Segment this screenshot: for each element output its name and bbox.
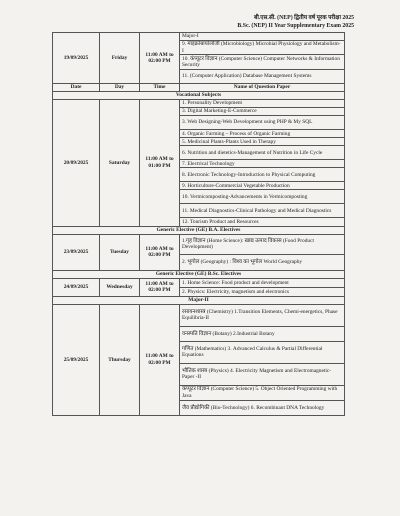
paper-cell: 4. Organic Farming – Process of Organic Farming bbox=[180, 130, 345, 138]
section-heading: Vocational Subjects bbox=[53, 91, 345, 99]
paper-cell: 2. भूगोल (Geography) : विश्व का भूगोल World Geography bbox=[180, 254, 345, 270]
paper-cell: 7. Electrical Technology bbox=[180, 160, 345, 168]
col-day-header: Day bbox=[100, 83, 140, 91]
paper-cell: 1. Home Science: Food product and development bbox=[180, 278, 345, 287]
date-cell: 20/09/2025 bbox=[53, 99, 100, 226]
section-heading: Generic Elective (GE) B.A. Electives bbox=[53, 226, 345, 234]
date-cell: 23/09/2025 bbox=[53, 234, 100, 270]
paper-cell: भौतिक शास्त्र (Physics) 4. Electricity Magnetism and Electromagnetic-Paper -II bbox=[180, 363, 345, 385]
day-cell: Thursday bbox=[100, 304, 140, 415]
col-date-header: Date bbox=[53, 83, 100, 91]
col-paper-header: Name of Question Paper bbox=[180, 83, 345, 91]
time-cell: 11:00 AM to 02:00 PM bbox=[140, 304, 180, 415]
paper-cell: 11. Medical Diagnostics-Clinical Pathology and Medical Diagnostics bbox=[180, 204, 345, 218]
paper-cell: 8. Electronic Technology-Introduction to Physical Computing bbox=[180, 168, 345, 182]
paper-cell: 6. Nutrition and dietetics-Management of Nutrition in Life Cycle bbox=[180, 146, 345, 160]
paper-cell: जैव प्रौद्योगिकी (Bio-Technology) 6. Recombinant DNA Technology bbox=[180, 400, 345, 415]
paper-cell: 10. Vermicomposting-Advancements in Vermicomposting bbox=[180, 190, 345, 204]
paper-cell: 3. Web Designing-Web Development using PHP & My SQL bbox=[180, 116, 345, 130]
day-cell: Wednesday bbox=[100, 278, 140, 296]
date-cell: 25/09/2025 bbox=[53, 304, 100, 415]
paper-cell: कंप्यूटर विज्ञान (Computer Science) 5. Object Oriented Programming with Java bbox=[180, 385, 345, 400]
paper-cell: 5. Medicinal Plants-Plants Used in Therapy bbox=[180, 138, 345, 146]
time-cell: 11:00 AM to 01:00 PM bbox=[140, 99, 180, 226]
col-time-header: Time bbox=[140, 83, 180, 91]
paper-cell: 11. (Computer Application) Database Management Systems bbox=[180, 69, 345, 83]
paper-cell: Major-I bbox=[180, 33, 345, 41]
paper-cell: वनस्पति विज्ञान (Botany) 2.Industrial Botany bbox=[180, 326, 345, 341]
time-cell: 11:00 AM to 02:00 PM bbox=[140, 33, 180, 84]
date-cell: 19/09/2025 bbox=[53, 33, 100, 84]
paper-cell: 2. Physics: Electricity, magnetism and electronics bbox=[180, 287, 345, 296]
paper-cell: 9. माइक्रोबायोलॉजी (Microbiology) Microbial Physiology and Metabolism-I bbox=[180, 41, 345, 55]
time-cell: 11:00 AM to 02:00 PM bbox=[140, 234, 180, 270]
header-english: B.Sc. (NEP) II Year Supplementary Exam 2025 bbox=[237, 23, 354, 29]
paper-cell: गणित (Mathematics) 3. Advanced Calculus & Partial Differential Equations bbox=[180, 341, 345, 363]
section-heading: Generic Elective (GE) B.Sc. Electives bbox=[53, 270, 345, 278]
paper-cell: 12. Tourism Product and Resources bbox=[180, 218, 345, 226]
paper-cell: रसायनशास्त्र (Chemistry) 1.Transition Elements, Chemi-energetics, Phase Equilibria-II bbox=[180, 304, 345, 326]
column-header-row bbox=[53, 83, 345, 91]
day-cell: Friday bbox=[100, 33, 140, 84]
document-header bbox=[237, 14, 354, 30]
exam-schedule-table bbox=[52, 32, 345, 416]
section-heading: Major-II bbox=[53, 296, 345, 304]
header-hindi: बी.एस.सी. (NEP) द्वितीय वर्ष पूरक परीक्षा 2025 bbox=[254, 15, 354, 21]
paper-cell: 9. Horticulture-Commercial Vegetable Production bbox=[180, 182, 345, 190]
paper-cell: 3. Digital Marketing-E-Commerce bbox=[180, 108, 345, 116]
paper-cell: 10. कंप्यूटर विज्ञान (Computer Science) Computer Networks & Information Security bbox=[180, 55, 345, 69]
date-cell: 24/09/2025 bbox=[53, 278, 100, 296]
paper-cell: 1.गृह विज्ञान (Home Science): खाद्य उत्पाद विकास (Food Product Development) bbox=[180, 234, 345, 254]
paper-cell: 1. Personality Development bbox=[180, 99, 345, 107]
time-cell: 11:00 AM to 02:00 PM bbox=[140, 278, 180, 296]
day-cell: Tuesday bbox=[100, 234, 140, 270]
day-cell: Saturday bbox=[100, 99, 140, 226]
